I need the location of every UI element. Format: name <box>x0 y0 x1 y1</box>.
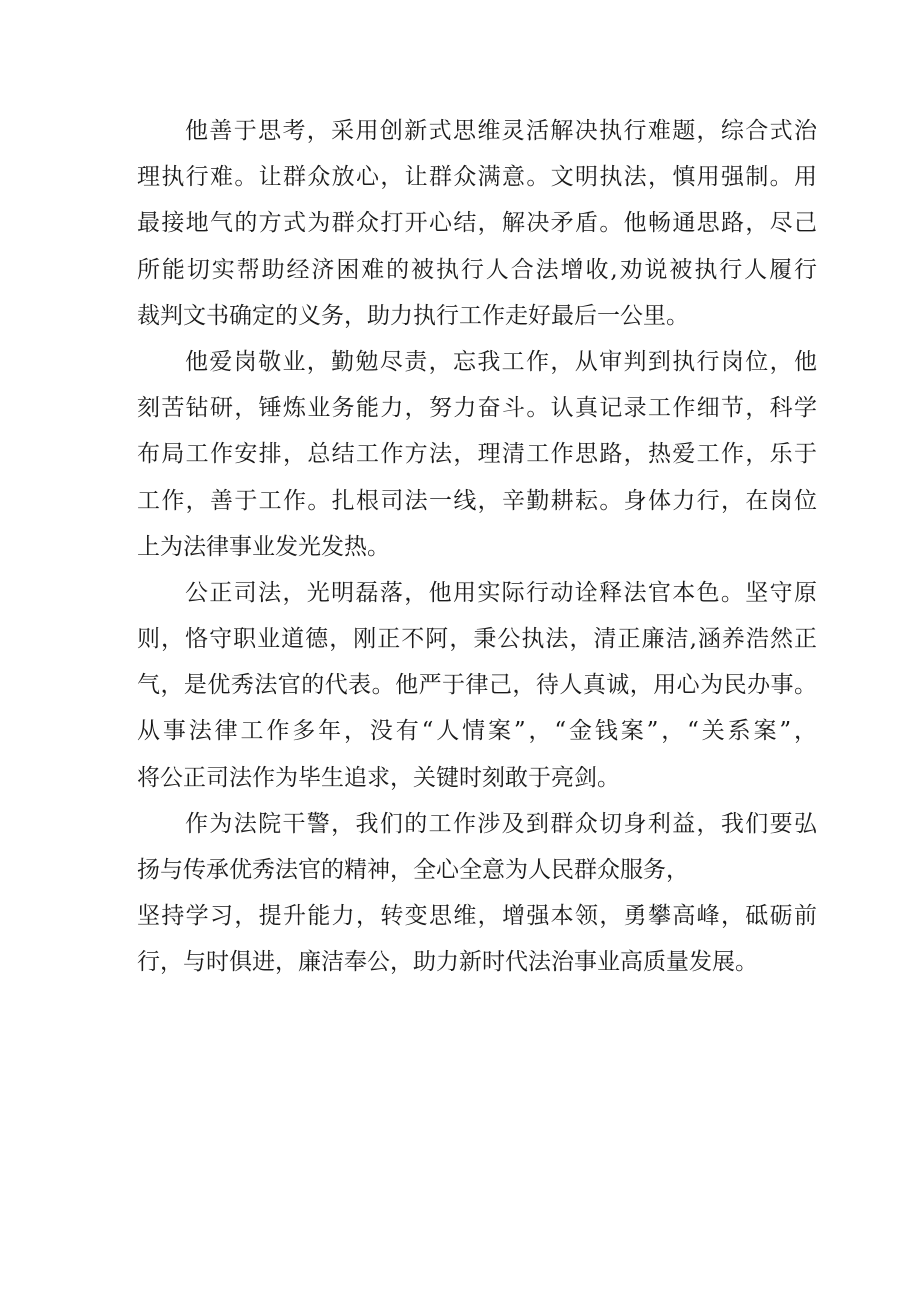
paragraph-3 <box>137 570 817 801</box>
paragraph-line: 他爱岗敬业，勤勉尽责，忘我工作，从审判到执行岗位，他 <box>185 348 817 375</box>
paragraph-line: 坚持学习，提升能力，转变思维，增强本领，勇攀高峰，砥砺前 <box>137 903 817 930</box>
paragraph-line: 行，与时俱进，廉洁奉公，助力新时代法治事业高质量发展。 <box>137 949 758 976</box>
paragraph-line: 刻苦钻研，锤炼业务能力，努力奋斗。认真记录工作细节，科学 <box>137 395 817 422</box>
paragraph-line: 从事法律工作多年，没有“人情案”，“金钱案”，“关系案”， <box>137 718 817 745</box>
paragraph-line: 上为法律事业发光发热。 <box>137 533 390 560</box>
paragraph-4 <box>137 801 817 986</box>
paragraph-line: 裁判文书确定的义务，助力执行工作走好最后一公里。 <box>137 302 689 329</box>
paragraph-line: 所能切实帮助经济困难的被执行人合法增收,劝说被执行人履行 <box>137 256 817 283</box>
body-text <box>137 108 817 986</box>
paragraph-line: 工作，善于工作。扎根司法一线，辛勤耕耘。身体力行，在岗位 <box>137 487 817 514</box>
paragraph-line: 将公正司法作为毕生追求，关键时刻敢于亮剑。 <box>137 764 620 791</box>
paragraph-line: 公正司法，光明磊落，他用实际行动诠释法官本色。坚守原 <box>185 579 817 606</box>
paragraph-line: 布局工作安排，总结工作方法，理清工作思路，热爱工作，乐于 <box>137 441 817 468</box>
paragraph-line: 他善于思考，采用创新式思维灵活解决执行难题，综合式治 <box>185 118 817 144</box>
paragraph-line: 扬与传承优秀法官的精神，全心全意为人民群众服务， <box>137 857 689 883</box>
paragraph-1 <box>137 108 817 339</box>
paragraph-line: 气，是优秀法官的代表。他严于律己，待人真诚，用心为民办事。 <box>137 672 817 699</box>
paragraph-line: 作为法院干警，我们的工作涉及到群众切身利益，我们要弘 <box>185 810 817 837</box>
paragraph-line: 理执行难。让群众放心，让群众满意。文明执法，慎用强制。用 <box>137 164 817 191</box>
paragraph-2 <box>137 339 817 570</box>
paragraph-line: 最接地气的方式为群众打开心结，解决矛盾。他畅通思路，尽己 <box>137 210 817 237</box>
paragraph-line: 则，恪守职业道德，刚正不阿，秉公执法，清正廉洁,涵养浩然正 <box>137 626 817 653</box>
